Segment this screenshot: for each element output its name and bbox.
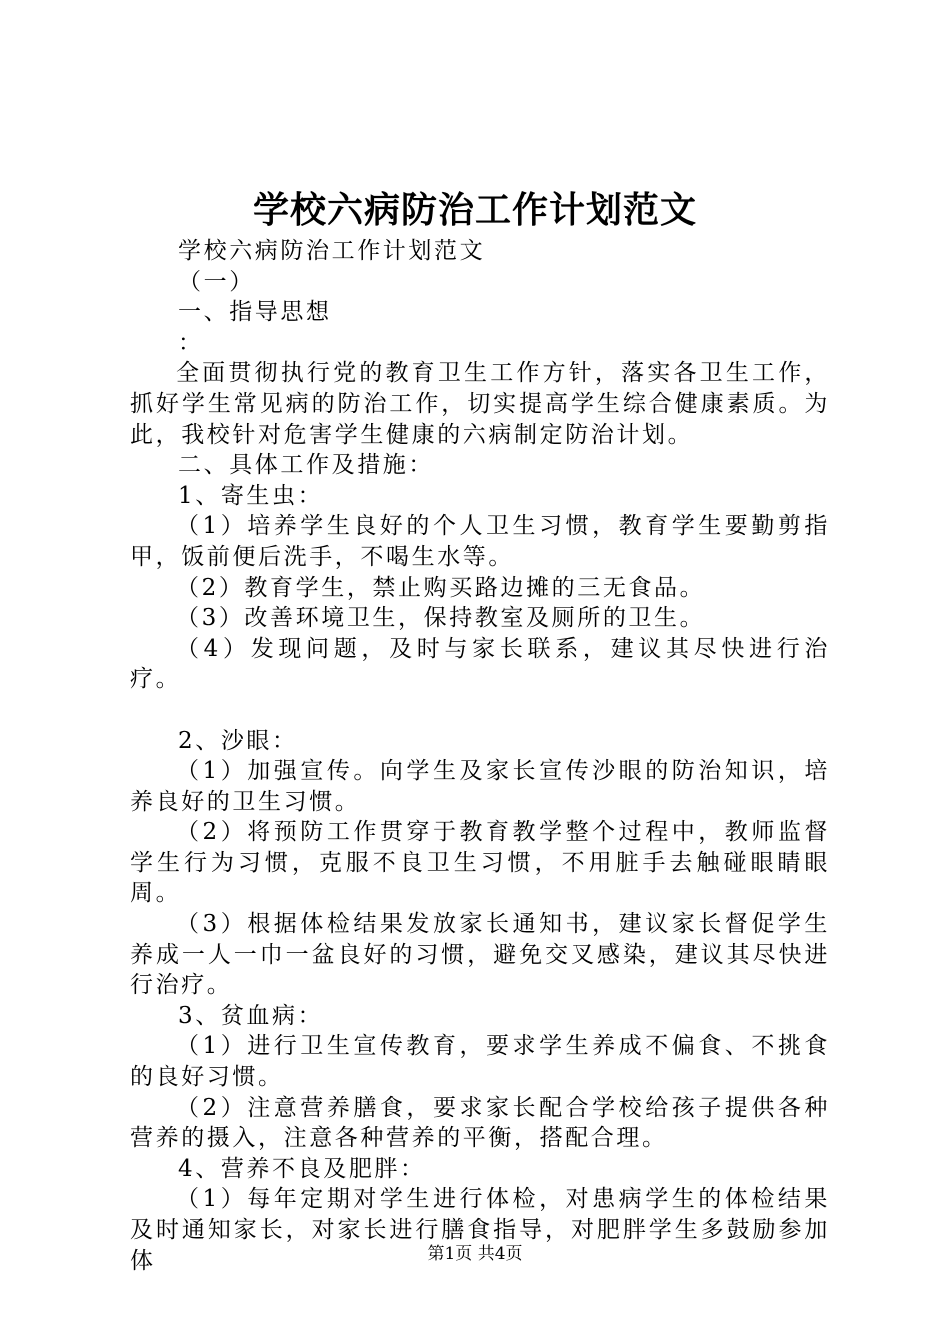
paragraph-colon: ： <box>178 329 204 356</box>
paragraph-section-number: （一） <box>178 268 255 295</box>
heading-trachoma: 2、沙眼： <box>178 727 298 754</box>
heading-guiding-ideology: 一、指导思想 <box>178 299 332 326</box>
paragraph-anemia-1: （1）进行卫生宣传教育，要求学生养成不偏食、不挑食的良好习惯。 <box>130 1033 830 1091</box>
heading-measures: 二、具体工作及措施： <box>178 452 434 479</box>
paragraph-trachoma-2: （2）将预防工作贯穿于教育教学整个过程中，教师监督学生行为习惯，克服不良卫生习惯，不用脏手去触碰眼睛眼周。 <box>130 819 830 907</box>
paragraph-malnutrition-1: （1）每年定期对学生进行体检，对患病学生的体检结果及时通知家长，对家长进行膳食指导，对肥胖学生多鼓励参加体 <box>130 1186 830 1274</box>
page-footer: 第1页 共4页 <box>427 1244 523 1264</box>
paragraph-trachoma-3: （3）根据体检结果发放家长通知书，建议家长督促学生养成一人一巾一盆良好的习惯，避免交叉感染，建议其尽快进行治疗。 <box>130 911 830 999</box>
heading-malnutrition: 4、营养不良及肥胖： <box>178 1155 426 1182</box>
heading-parasites: 1、寄生虫： <box>178 482 324 509</box>
heading-anemia: 3、贫血病： <box>178 1002 324 1029</box>
paragraph-subtitle: 学校六病防治工作计划范文 <box>178 238 486 264</box>
paragraph-parasites-1: （1）培养学生良好的个人卫生习惯，教育学生要勤剪指甲，饭前便后洗手，不喝生水等。 <box>130 513 830 570</box>
paragraph-parasites-3: （3）改善环境卫生，保持教室及厕所的卫生。 <box>176 605 706 632</box>
paragraph-anemia-2: （2）注意营养膳食，要求家长配合学校给孩子提供各种营养的摄入，注意各种营养的平衡，搭配合理。 <box>130 1094 830 1152</box>
paragraph-parasites-2: （2）教育学生，禁止购买路边摊的三无食品。 <box>176 574 706 601</box>
blank-line <box>130 695 830 726</box>
document-title: 学校六病防治工作计划范文 <box>252 189 697 231</box>
document-body <box>130 236 830 1276</box>
paragraph-parasites-4: （4）发现问题，及时与家长联系，建议其尽快进行治疗。 <box>130 635 830 693</box>
paragraph-trachoma-1: （1）加强宣传。向学生及家长宣传沙眼的防治知识，培养良好的卫生习惯。 <box>130 758 830 815</box>
paragraph-ideology-text: 全面贯彻执行党的教育卫生工作方针，落实各卫生工作，抓好学生常见病的防治工作，切实提高学生综合健康素质。为此，我校针对危害学生健康的六病制定防治计划。 <box>130 360 830 448</box>
